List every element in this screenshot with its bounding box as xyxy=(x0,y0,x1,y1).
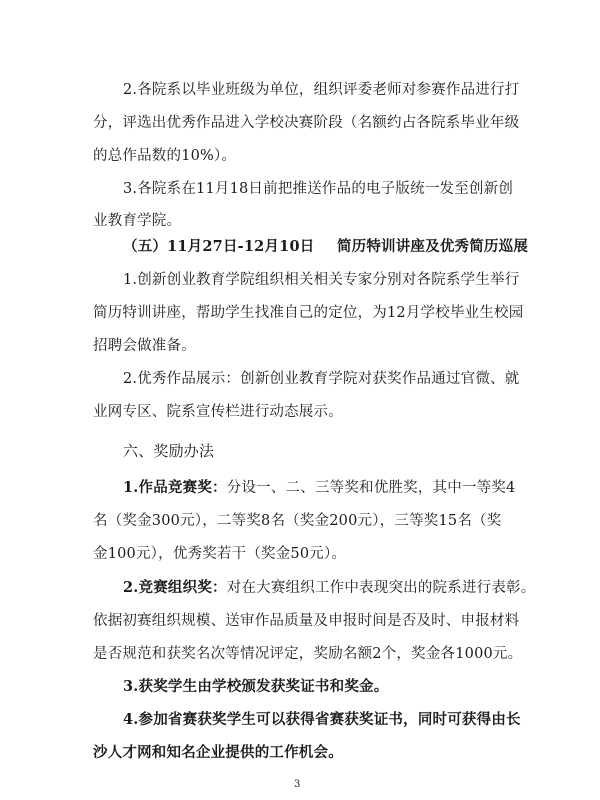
text-line: 1.创新创业教育学院组织相关相关专家分别对各院系学生举行 xyxy=(123,272,520,288)
text-line: 3.各院系在11月18日前把推送作品的电子版统一发至创新创 xyxy=(123,181,514,197)
page-number: 3 xyxy=(294,779,301,790)
text-line: 名（奖金300元），二等奖8名（奖金200元），三等奖15名（奖 xyxy=(93,513,502,529)
text-line: 是否规范和获奖名次等情况评定，奖励名额2个，奖金各1000元。 xyxy=(93,646,523,662)
text-line: 沙人才网和知名企业提供的工作机会。 xyxy=(93,744,343,761)
text-line: 业网专区、院系宣传栏进行动态展示。 xyxy=(93,404,343,420)
text-line xyxy=(123,478,515,498)
text-line: 4.参加省赛获奖学生可以获得省赛获奖证书，同时可获得由长 xyxy=(123,711,521,728)
section-heading-number: （五）11月27日-12月10日 xyxy=(123,238,315,255)
section-heading: 六、奖励办法 xyxy=(123,442,215,460)
text-line: 2.各院系以毕业班级为单位，组织评委老师对参赛作品进行打 xyxy=(123,82,520,98)
text-line: 业教育学院。 xyxy=(93,213,182,229)
prize-label: 1.作品竞赛奖： xyxy=(123,479,227,496)
text-line: 2.优秀作品展示：创新创业教育学院对获奖作品通过官微、就 xyxy=(123,371,520,387)
section-heading-title: 简历特训讲座及优秀简历巡展 xyxy=(336,238,529,255)
text-line: 简历特训讲座，帮助学生找准自己的定位，为12月学校毕业生校园 xyxy=(93,305,524,321)
prize-text: 分设一、二、三等奖和优胜奖，其中一等奖4 xyxy=(226,480,516,496)
text-line: 招聘会做准备。 xyxy=(93,338,196,354)
text-line: 的总作品数的10%）。 xyxy=(93,148,237,164)
text-line: 金100元），优秀奖若干（奖金50元）。 xyxy=(93,546,347,562)
prize-text: 对在大赛组织工作中表现突出的院系进行表彰。 xyxy=(226,580,536,596)
text-line: 依据初赛组织规模、送审作品质量及申报时间是否及时、申报材料 xyxy=(93,613,520,629)
text-line: 分，评选出优秀作品进入学校决赛阶段（名额约占各院系毕业年级 xyxy=(93,115,520,131)
text-line: 3.获奖学生由学校颁发获奖证书和奖金。 xyxy=(123,678,389,695)
section-heading xyxy=(123,237,528,257)
text-line xyxy=(123,578,535,598)
prize-label: 2.竞赛组织奖： xyxy=(123,579,227,596)
